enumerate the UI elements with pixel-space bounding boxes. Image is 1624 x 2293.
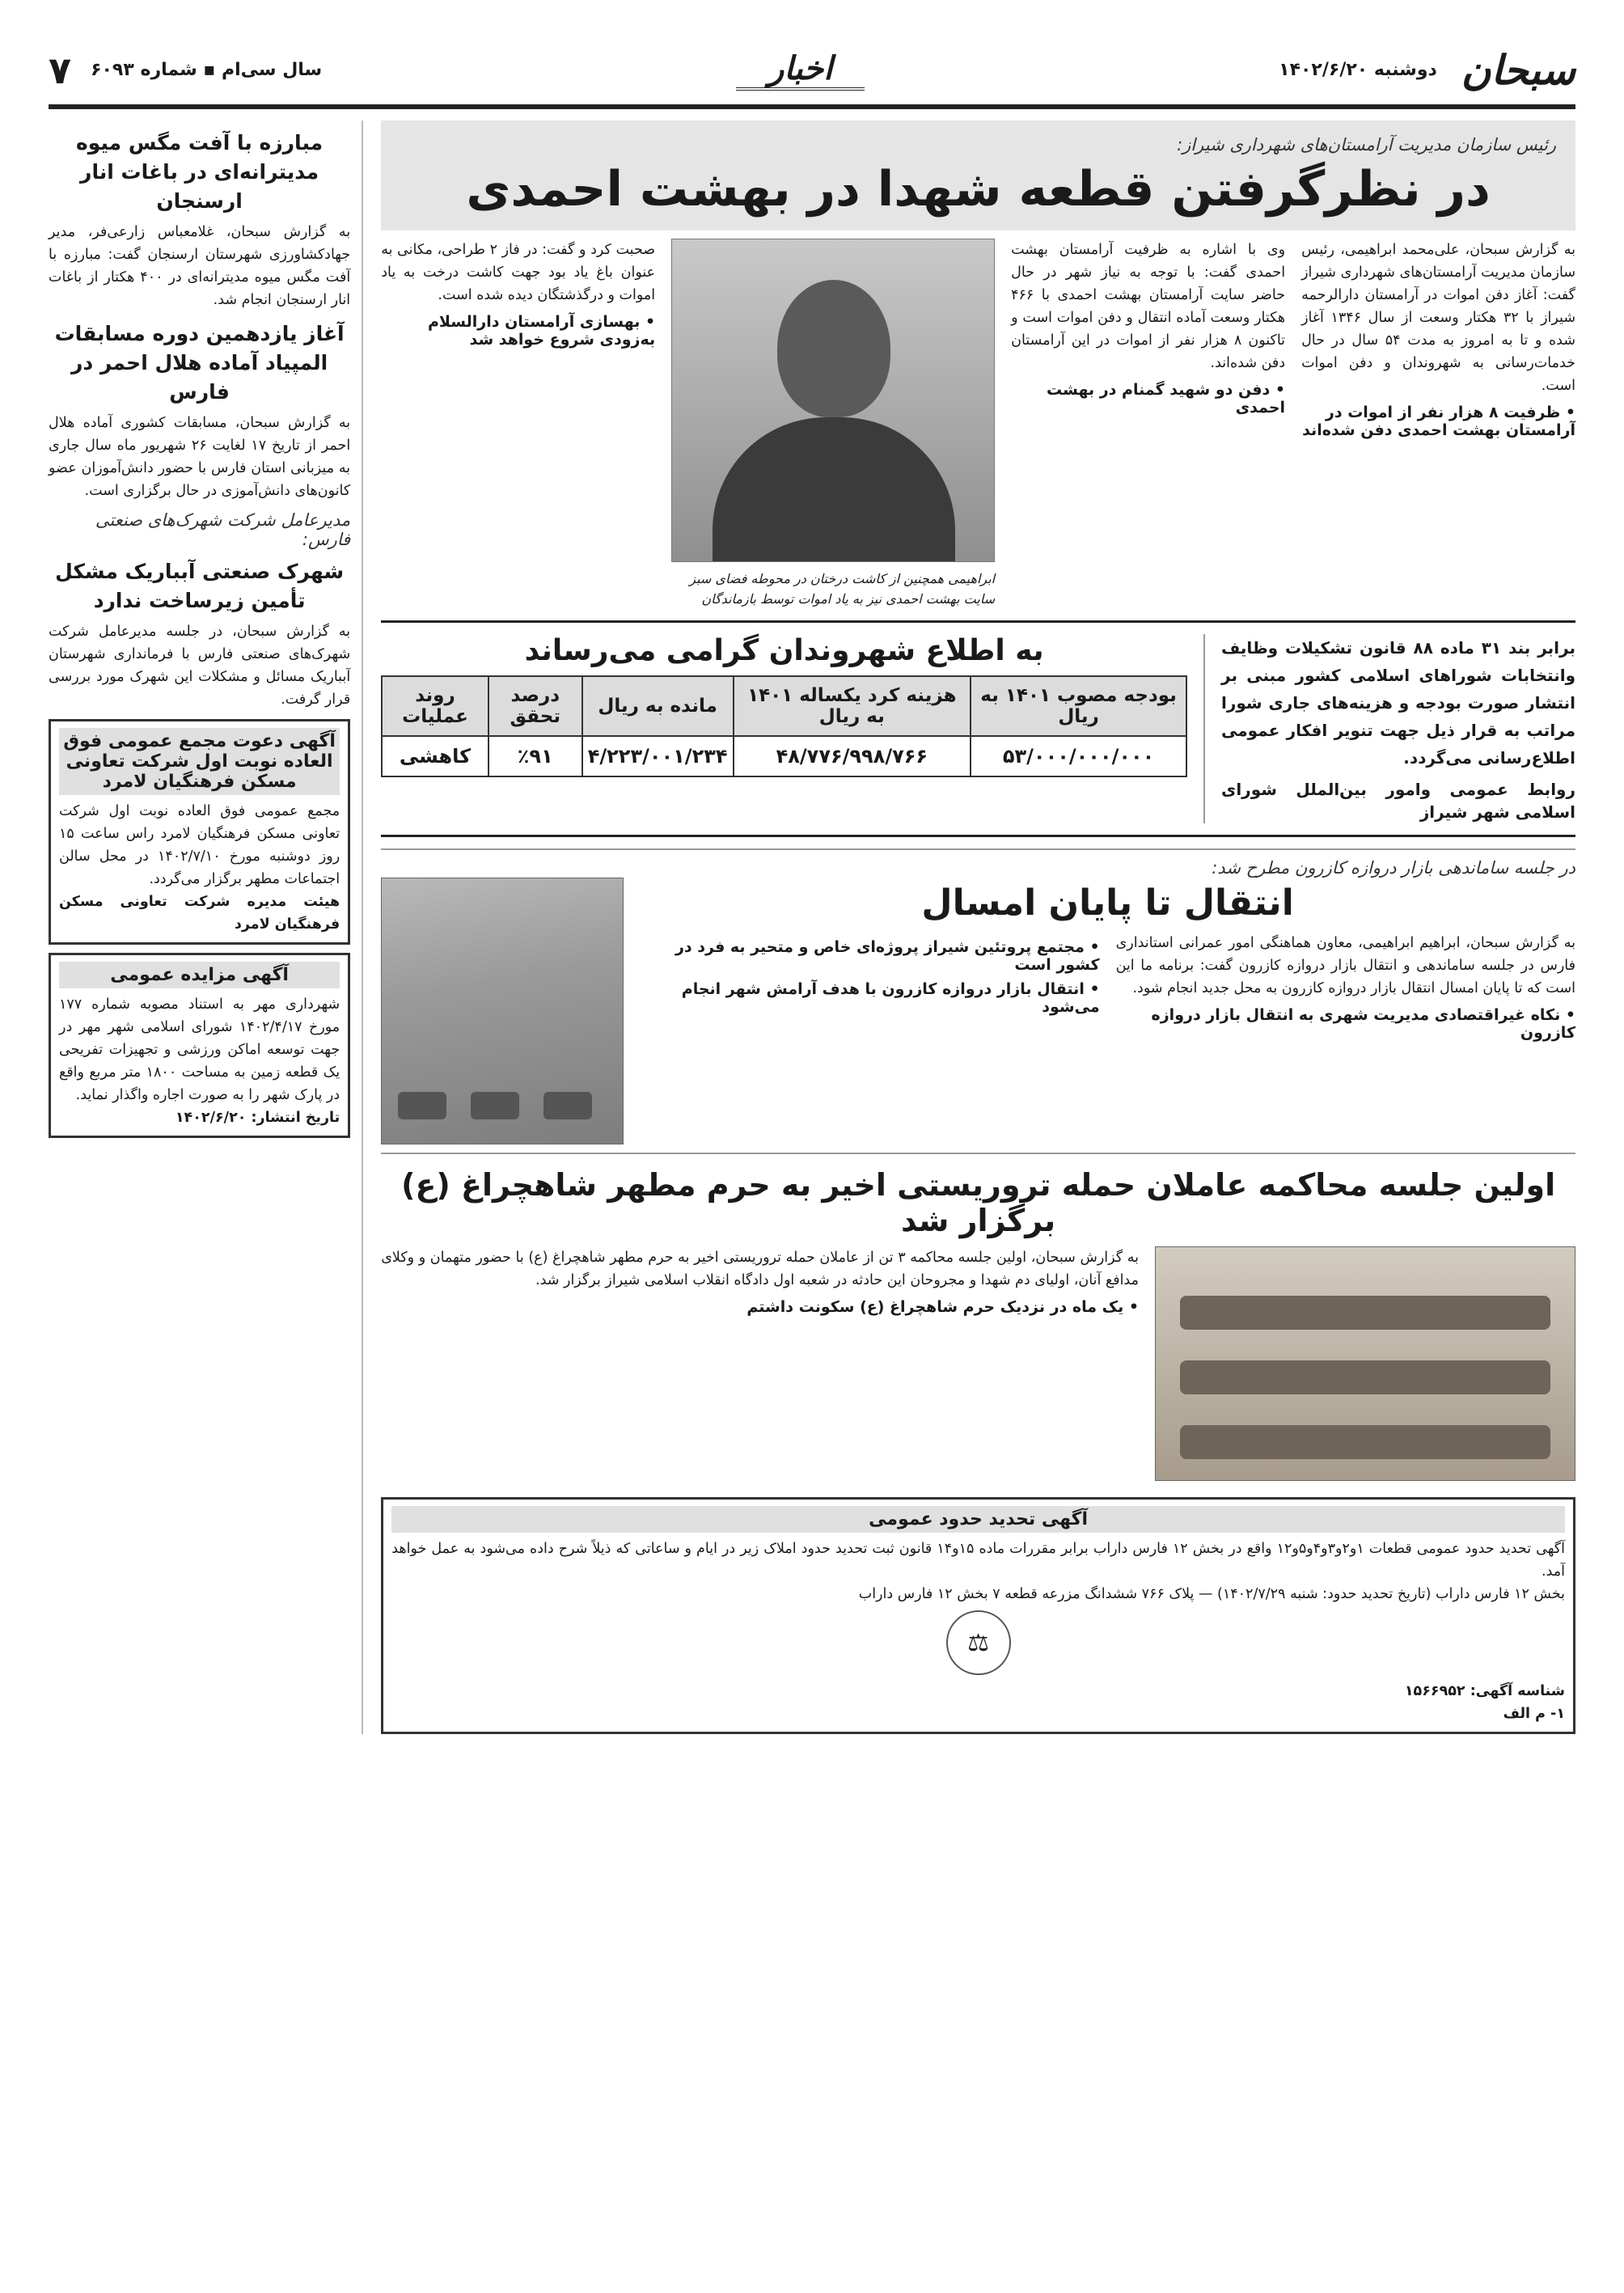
side-column — [49, 121, 363, 1734]
table-row — [382, 736, 1186, 776]
side-headline: مبارزه با آفت مگس میوه مدیترانه‌ای در باغات انار ارسنجان — [76, 131, 324, 213]
page-number: ۷ — [49, 48, 72, 92]
lead-kicker: رئیس سازمان مدیریت آرامستان‌های شهرداری شیراز: — [1177, 135, 1556, 154]
bazaar-headline: انتقال تا پایان امسال — [921, 882, 1294, 924]
classified-ads — [381, 1489, 1575, 1734]
lead-col1-sub: • ظرفیت ۸ هزار نفر از اموات در آرامستان بهشت احمدی دفن شده‌اند — [1302, 404, 1575, 439]
budget-cell: ۵۳/۰۰۰/۰۰۰/۰۰۰ — [971, 736, 1186, 776]
lead-header — [381, 121, 1575, 231]
budget-cell: ۴/۲۲۳/۰۰۱/۲۳۴ — [582, 736, 734, 776]
side-headline: آغاز یازدهمین دوره مسابقات المپیاد آماده هلال احمر در فارس — [54, 322, 345, 404]
courtroom-photo — [1155, 1246, 1575, 1481]
ad-text: بخش ۱۲ فارس داراب (تاریخ تحدید حدود: شنبه ۱۴۰۲/۷/۲۹) — پلاک ۷۶۶ ششدانگ مزرعه قطعه ۷ بخش ۱۲ فارس داراب — [858, 1586, 1565, 1602]
bazaar-kicker: در جلسه ساماندهی بازار دروازه کازرون مطرح شد: — [1212, 858, 1575, 878]
lead-col3-sub: • بهسازی آرامستان دارالسلام به‌زودی شروع خواهد شد — [427, 313, 656, 349]
trial-article — [381, 1153, 1575, 1481]
registry-seal-icon: ⚖ — [946, 1610, 1011, 1675]
budget-signature: روابط عمومی وامور بین‌الملل شورای اسلامی شهر شیراز — [1221, 780, 1575, 822]
budget-header: روند عملیات — [382, 676, 488, 736]
ad-title: آگهی دعوت مجمع عمومی فوق العاده نوبت اول شرکت تعاونی مسکن فرهنگیان لامرد — [59, 728, 340, 795]
budget-cell: ۴۸/۷۷۶/۹۹۸/۷۶۶ — [734, 736, 971, 776]
ad-date: تاریخ انتشار: ۱۴۰۲/۶/۲۰ — [175, 1110, 340, 1126]
lead-col2-sub: • دفن دو شهید گمنام در بهشت احمدی — [1047, 381, 1286, 417]
ad-title: آگهی مزایده عمومی — [59, 962, 340, 988]
lead-col1: به گزارش سبحان، علی‌محمد ابراهیمی، رئیس سازمان مدیریت آرامستان‌های شهرداری شیراز گفت: آغاز دفن اموات در آرامستان دارالرحمه شیراز با ۳۲ هکتار وسعت از سال ۱۳۴۶ آغاز شده و تا به امروز به مدت ۵۴ سال در حال خدمات‌رسانی به شهروندان و دفن اموات است. — [1301, 242, 1575, 394]
issue-date: دوشنبه ۱۴۰۲/۶/۲۰ — [1279, 60, 1437, 80]
lead-col3: صحبت کرد و گفت: در فاز ۲ طراحی، مکانی به عنوان باغ یاد بود جهت کاشت درخت به یاد اموات و درگذشتگان دیده شده است. — [381, 242, 656, 303]
masthead — [49, 40, 1575, 109]
ad-text: مجمع عمومی فوق العاده نوبت اول شرکت تعاونی مسکن فرهنگیان لامرد راس ساعت ۱۵ روز دوشنبه مورخ ۱۴۰۲/۷/۱۰ در محل سالن اجتماعات مطهر برگزار می‌گردد. — [59, 803, 340, 887]
budget-header: درصد تحقق — [488, 676, 582, 736]
section-title: اخبار — [736, 49, 865, 91]
ad-housing-coop — [49, 719, 350, 945]
photo-caption: ابراهیمی همچنین از کاشت درختان در محوطه فضای سبز سایت بهشت احمدی نیز به یاد اموات توسط بازماندگان — [689, 571, 996, 607]
budget-cell: ٪۹۱ — [488, 736, 582, 776]
budget-title: به اطلاع شهروندان گرامی می‌رساند — [524, 634, 1044, 667]
issue-number: سال سی‌ام ▪ شماره ۶۰۹۳ — [91, 60, 323, 80]
lead-col2: وی با اشاره به ظرفیت آرامستان بهشت احمدی گفت: با توجه به نیاز شهر در حال حاضر سایت آرامستان بهشت احمدی با ۴۶۶ هکتار وسعت آماده انتقال و دفن اموات است و تاکنون ۸ هزار نفر از اموات در این آرامستان دفن شده‌اند. — [1011, 242, 1286, 371]
side-text: به گزارش سبحان، غلامعباس زارعی‌فر، مدیر جهادکشاورزی شهرستان ارسنجان گفت: مبارزه با آفت مگس میوه مدیترانه‌ای در ۴۰۰ هکتار از باغات انار ارسنجان انجام شد. — [49, 224, 351, 308]
lead-headline: در نظرگرفتن قطعه شهدا در بهشت احمدی — [466, 161, 1491, 218]
budget-table — [381, 675, 1187, 777]
bazaar-sub1: • نکاه غیراقتصادی مدیریت شهری به انتقال بازار دروازه کازرون — [1151, 1006, 1575, 1042]
budget-cell: کاهشی — [382, 736, 488, 776]
budget-announcement — [381, 620, 1575, 837]
bazaar-article — [381, 848, 1575, 1144]
budget-header: مانده به ریال — [582, 676, 734, 736]
bazaar-sub2: • مجتمع پروتئین شیراز پروژه‌ای خاص و متحیر به فرد در کشور است — [675, 938, 1100, 974]
ad-title: آگهی تحدید حدود عمومی — [391, 1506, 1565, 1533]
trial-headline: اولین جلسه محاکمه عاملان حمله تروریستی اخیر به حرم مطهر شاهچراغ (ع) برگزار شد — [401, 1167, 1556, 1238]
bazaar-text: به گزارش سبحان، ابراهیم ابراهیمی، معاون هماهنگی امور عمرانی استانداری فارس در جلسه ساماندهی و انتقال بازار دروازه کازرون گفت: برنامه ما این است که تا پایان امسال انتقال بازار دروازه کازرون به محل جدید انجام شود. — [1115, 935, 1575, 996]
trial-text: به گزارش سبحان، اولین جلسه محاکمه ۳ تن از عاملان حمله تروریستی اخیر به حرم مطهر شاهچراغ (ع) با حضور متهمان و وکلای مدافع آنان، اولیای دم شهدا و مجروحان این حادثه در شعبه اول دادگاه انقلاب اسلامی شیراز برگزار شد. — [381, 1250, 1139, 1288]
side-text: به گزارش سبحان، مسابقات کشوری آماده هلال احمر از تاریخ ۱۷ لغایت ۲۶ شهریور ماه سال جاری به میزبانی استان فارس با حضور دانش‌آموزان عضو کانون‌های دانش‌آموزی در حال برگزاری است. — [49, 415, 351, 499]
ad-signature: هیئت مدیره شرکت تعاونی مسکن فرهنگیان لامرد — [59, 894, 340, 933]
ad-signature: شناسه آگهی: ۱۵۶۶۹۵۲ — [1404, 1683, 1565, 1699]
ad-text: شهرداری مهر به استناد مصوبه شماره ۱۷۷ مورخ ۱۴۰۲/۴/۱۷ شورای اسلامی شهر مهر در جهت توسعه اماکن ورزشی و تجهیزات تفریحی یک قطعه زمین به مساحت ۱۸۰۰ متر مربع واقع در پارک شهر را به صورت اجاره واگذار نماید. — [59, 996, 340, 1103]
official-portrait-photo — [671, 239, 995, 562]
ad-code: ۱- م الف — [1503, 1706, 1565, 1722]
ad-land-registry — [381, 1497, 1575, 1734]
budget-intro: برابر بند ۳۱ ماده ۸۸ قانون تشکیلات وظایف وانتخابات شوراهای اسلامی کشور مبنی بر انتشار صورت بودجه و هزینه‌های جاری شورا مراتب به قرار ذیل جهت تنویر افکار عمومی اطلاع‌رسانی می‌گردد. — [1221, 638, 1575, 768]
main-column — [381, 121, 1575, 1734]
bazaar-street-photo — [381, 878, 624, 1144]
lead-article — [381, 121, 1575, 609]
budget-header: بودجه مصوب ۱۴۰۱ به ریال — [971, 676, 1186, 736]
ad-text: آگهی تحدید حدود عمومی قطعات ۱و۲و۳و۴و۵و۱۲ واقع در بخش ۱۲ فارس داراب برابر مقررات ماده ۱۵و۱۴ قانون ثبت تحدید حدود املاک زیر در ایام و ساعاتی که ذیلاً شرح داده می‌شود به عمل خواهد آمد. — [391, 1541, 1565, 1580]
side-text: به گزارش سبحان، در جلسه مدیرعامل شرکت شهرک‌های صنعتی فارس با فرمانداری شهرستان آبباریک مسائل و مشکلات این شهرک مورد بررسی قرار گرفت. — [49, 624, 351, 708]
budget-header: هزینه کرد یکساله ۱۴۰۱ به ریال — [734, 676, 971, 736]
trial-sub: • یک ماه در نزدیک حرم شاهچراغ (ع) سکونت داشتم — [746, 1298, 1139, 1316]
bazaar-sub3: • انتقال بازار دروازه کازرون با هدف آرامش شهر انجام می‌شود — [681, 980, 1100, 1016]
ad-auction — [49, 953, 350, 1138]
side-kicker: مدیرعامل شرکت شهرک‌های صنعتی فارس: — [95, 510, 351, 549]
side-headline: شهرک صنعتی آبباریک مشکل تأمین زیرساخت ندارد — [55, 560, 345, 612]
newspaper-logo: سبحان — [1461, 46, 1575, 94]
